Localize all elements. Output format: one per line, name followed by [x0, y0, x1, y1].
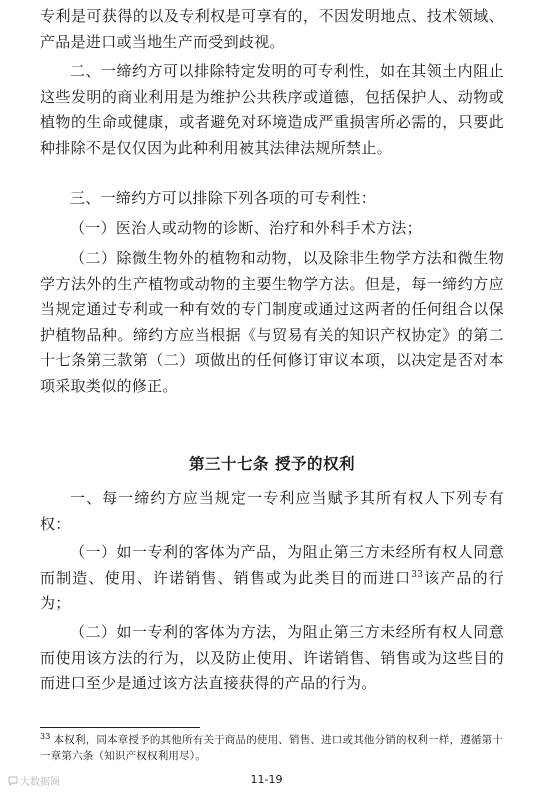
watermark-text: 大数据圈 [20, 777, 60, 788]
paragraph-exclusion-public-order: 二、一缔约方可以排除特定发明的可专利性，如在其领土内阻止这些发明的商业利用是为维护公共秩序或道德，包括保护人、动物或植物的生命或健康，或者避免对环境造成严重损害所必需的，只要此种排除不是仅仅因为此种利用被其法律法规所禁止。 [40, 62, 504, 157]
page-number: 11-19 [250, 773, 283, 786]
paragraph-rights-product [40, 540, 504, 617]
paragraph-exclusion-item-one: （一）医治人或动物的诊断、治疗和外科手术方法； [70, 219, 422, 237]
article-heading: 第三十七条 授予的权利 [189, 455, 355, 473]
paragraph-exclusive-rights-intro: 一、每一缔约方应当规定一专利应当赋予其所有权人下列专有权： [40, 489, 504, 533]
footnote-number: 33 [40, 731, 51, 741]
rights-product-text-end: 该产品的行为； [40, 568, 504, 612]
paragraph-rights-process: （二）如一专利的客体为方法，为阻止第三方未经所有权人同意而使用该方法的行为，以及防止使用、许诺销售、销售或为这些目的而进口至少是通过该方法直接获得的产品的行为。 [40, 623, 504, 692]
footnote [40, 732, 504, 764]
paragraph-exclusion-list-intro: 三、一缔约方可以排除下列各项的可专利性： [70, 189, 377, 207]
footnote-reference[interactable]: 33 [411, 569, 424, 580]
footnote-text: 本权利，同本章授予的其他所有关于商品的使用、销售、进口或其他分销的权利一样，遵循第十一章第六条（知识产权权利用尽）。 [40, 734, 503, 762]
paragraph-exclusion-item-two: （二）除微生物外的植物和动物，以及除非生物学方法和微生物学方法外的生产植物或动物的主要生物学方法。但是，每一缔约方应当规定通过专利或一种有效的专门制度或通过这两者的任何组合以保护植物品种。缔约方应当根据《与贸易有关的知识产权协定》的第二十七条第三款第（二）项做出的任何修订审议本项，以决定是否对本项采取类似的修正。 [40, 249, 504, 395]
footnote-divider [40, 727, 200, 728]
paragraph-patentability-continuation: 专利是可获得的以及专利权是可享有的，不因发明地点、技术领域、产品是进口或当地生产而受到歧视。 [40, 7, 504, 51]
rights-product-text: （一）如一专利的客体为产品，为阻止第三方未经所有权人同意而制造、使用、许诺销售、销售或为此类目的而进口 [40, 543, 504, 587]
